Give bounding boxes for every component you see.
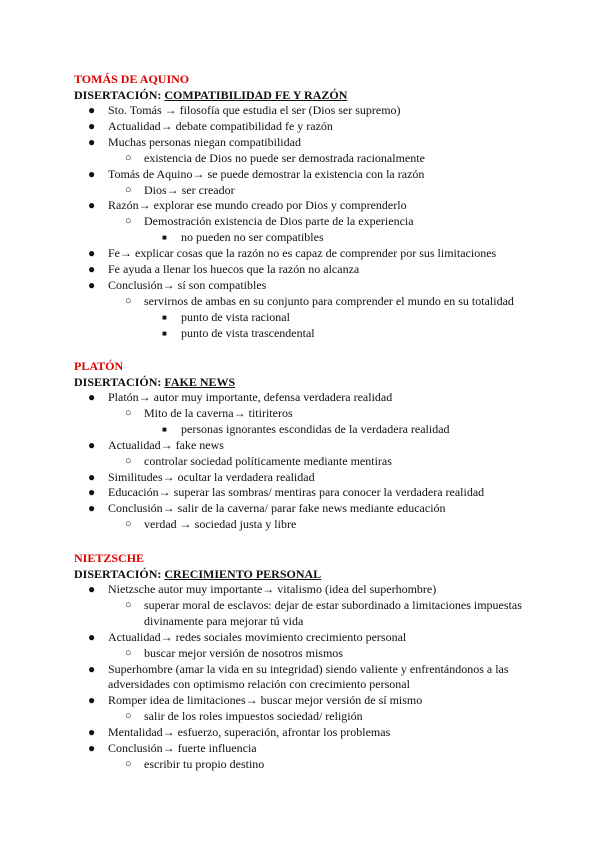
bullet-disc-icon: ● — [88, 390, 96, 404]
bullet-circle-icon: ○ — [125, 406, 132, 419]
list-item-text: Fe ayuda a llenar los huecos que la razón no alcanza — [108, 262, 360, 277]
bullet-circle-icon: ○ — [125, 454, 132, 467]
list-item — [74, 646, 554, 662]
list-item — [74, 406, 554, 422]
list-item — [74, 438, 554, 454]
bullet-circle-icon: ○ — [125, 518, 132, 531]
bullet-circle-icon: ○ — [125, 183, 132, 196]
bullet-circle-icon: ○ — [125, 598, 132, 611]
list-item-text: servirnos de ambas en su conjunto para comprender el mundo en su totalidad — [144, 293, 514, 308]
list-item-text: Actualidad→ fake news — [108, 437, 224, 452]
list-item-text: Superhombre (amar la vida en su integridad) siendo valiente y enfrentándonos a las adversidades con optimismo relación con crecimiento personal — [108, 661, 509, 692]
list-item-text: Mito de la caverna→ titiriteros — [144, 405, 293, 420]
list-item-text: Mentalidad→ esfuerzo, superación, afrontar los problemas — [108, 725, 391, 740]
list-item-text: verdad → sociedad justa y libre — [144, 517, 297, 532]
bullet-disc-icon: ● — [88, 725, 96, 740]
dissertation-topic: FAKE NEWS — [164, 375, 236, 389]
bullet-circle-icon: ○ — [125, 294, 132, 307]
bullet-disc-icon: ● — [88, 166, 96, 181]
list-item — [74, 214, 554, 230]
list-item-text: Romper idea de limitaciones→ buscar mejor versión de sí mismo — [108, 693, 423, 708]
bullet-circle-icon: ○ — [125, 757, 132, 770]
dissertation-heading — [74, 566, 554, 582]
bullet-disc-icon: ● — [88, 134, 96, 149]
list-item — [74, 422, 554, 438]
dissertation-topic: CRECIMIENTO PERSONAL — [164, 567, 322, 581]
list-item — [74, 119, 554, 135]
bullet-square-icon: ■ — [162, 424, 167, 434]
list-item — [74, 517, 554, 533]
list-item — [74, 725, 554, 741]
bullet-square-icon: ■ — [162, 328, 167, 338]
bullet-disc-icon: ● — [88, 693, 96, 708]
list-item-text: Muchas personas niegan compatibilidad — [108, 134, 301, 149]
list-item-text: controlar sociedad políticamente mediante mentiras — [144, 453, 392, 468]
bullet-square-icon: ■ — [162, 233, 167, 243]
dissertation-prefix: DISERTACIÓN: — [74, 567, 162, 581]
bullet-disc-icon: ● — [88, 485, 96, 500]
list-item — [74, 326, 554, 342]
list-item — [74, 390, 554, 406]
bullet-disc-icon: ● — [88, 262, 96, 277]
list-item-text: personas ignorantes escondidas de la verdadera realidad — [181, 421, 450, 436]
list-item — [74, 135, 554, 151]
list-item-text: Sto. Tomás → filosofía que estudia el ser (Dios ser supremo) — [108, 103, 401, 117]
list-item — [74, 198, 554, 214]
section-platon — [74, 358, 554, 533]
list-item — [74, 582, 554, 598]
bullet-disc-icon: ● — [88, 501, 96, 516]
bullet-disc-icon: ● — [88, 437, 96, 452]
list-item-text: Conclusión→ fuerte influencia — [108, 741, 257, 756]
list-item — [74, 246, 554, 262]
list-item-text: buscar mejor versión de nosotros mismos — [144, 645, 343, 660]
list-item — [74, 709, 554, 725]
bullet-disc-icon: ● — [88, 198, 96, 213]
list-item — [74, 294, 554, 310]
list-item — [74, 230, 554, 246]
list-item — [74, 167, 554, 183]
section-author-title: PLATÓN — [74, 359, 124, 373]
list-item-text: Demostración existencia de Dios parte de la experiencia — [144, 214, 414, 229]
list-item-text: punto de vista trascendental — [181, 325, 315, 340]
bullet-disc-icon: ● — [88, 661, 96, 676]
list-item-text: Conclusión→ sí son compatibles — [108, 277, 267, 292]
bullet-disc-icon: ● — [88, 118, 96, 133]
bullet-disc-icon: ● — [88, 582, 96, 596]
list-item-text: Actualidad→ redes sociales movimiento crecimiento personal — [108, 629, 407, 644]
section-author-title: TOMÁS DE AQUINO — [74, 72, 190, 86]
dissertation-heading — [74, 374, 554, 390]
bullet-circle-icon: ○ — [125, 215, 132, 228]
list-item-text: Educación→ superar las sombras/ mentiras para conocer la verdadera realidad — [108, 485, 485, 500]
list-item — [74, 103, 554, 119]
list-item-text: existencia de Dios no puede ser demostrada racionalmente — [144, 150, 425, 165]
bullet-circle-icon: ○ — [125, 710, 132, 723]
list-item — [74, 310, 554, 326]
list-item — [74, 485, 554, 501]
list-item — [74, 151, 554, 167]
list-item — [74, 183, 554, 199]
section-aquino — [74, 71, 554, 342]
list-item — [74, 454, 554, 470]
bullet-disc-icon: ● — [88, 629, 96, 644]
list-item-text: punto de vista racional — [181, 309, 290, 324]
list-item — [74, 741, 554, 757]
bullet-disc-icon: ● — [88, 277, 96, 292]
list-item — [74, 630, 554, 646]
list-item-text: no pueden no ser compatibles — [181, 230, 324, 245]
list-item — [74, 470, 554, 486]
list-item — [74, 662, 554, 694]
bullet-disc-icon: ● — [88, 103, 96, 117]
list-item-text: superar moral de esclavos: dejar de estar subordinado a limitaciones impuestas divinamente para mejorar tú vida — [144, 597, 522, 628]
dissertation-heading — [74, 87, 554, 103]
list-item-text: escribir tu propio destino — [144, 756, 265, 771]
bullet-square-icon: ■ — [162, 312, 167, 322]
bullet-disc-icon: ● — [88, 741, 96, 756]
list-item-text: Nietzsche autor muy importante→ vitalismo (idea del superhombre) — [108, 582, 437, 596]
list-item — [74, 693, 554, 709]
list-item-text: Actualidad→ debate compatibilidad fe y razón — [108, 118, 333, 133]
list-item-text: Similitudes→ ocultar la verdadera realidad — [108, 469, 315, 484]
list-item — [74, 501, 554, 517]
list-item-text: Tomás de Aquino→ se puede demostrar la existencia con la razón — [108, 166, 425, 181]
list-item-text: Platón→ autor muy importante, defensa verdadera realidad — [108, 390, 393, 404]
list-item-text: Conclusión→ salir de la caverna/ parar fake news mediante educación — [108, 501, 446, 516]
bullet-disc-icon: ● — [88, 469, 96, 484]
list-item — [74, 262, 554, 278]
list-item — [74, 757, 554, 773]
bullet-circle-icon: ○ — [125, 151, 132, 164]
bullet-circle-icon: ○ — [125, 646, 132, 659]
dissertation-topic: COMPATIBILIDAD FE Y RAZÓN — [164, 88, 348, 102]
section-nietzsche — [74, 550, 554, 773]
section-author-title: NIETZSCHE — [74, 551, 145, 565]
list-item-text: Fe→ explicar cosas que la razón no es capaz de comprender por sus limitaciones — [108, 246, 497, 261]
list-item — [74, 278, 554, 294]
bullet-disc-icon: ● — [88, 246, 96, 261]
list-item-text: Dios→ ser creador — [144, 182, 235, 197]
list-item — [74, 598, 554, 630]
dissertation-prefix: DISERTACIÓN: — [74, 375, 162, 389]
list-item-text: Razón→ explorar ese mundo creado por Dios y comprenderlo — [108, 198, 407, 213]
list-item-text: salir de los roles impuestos sociedad/ religión — [144, 709, 363, 724]
dissertation-prefix: DISERTACIÓN: — [74, 88, 162, 102]
